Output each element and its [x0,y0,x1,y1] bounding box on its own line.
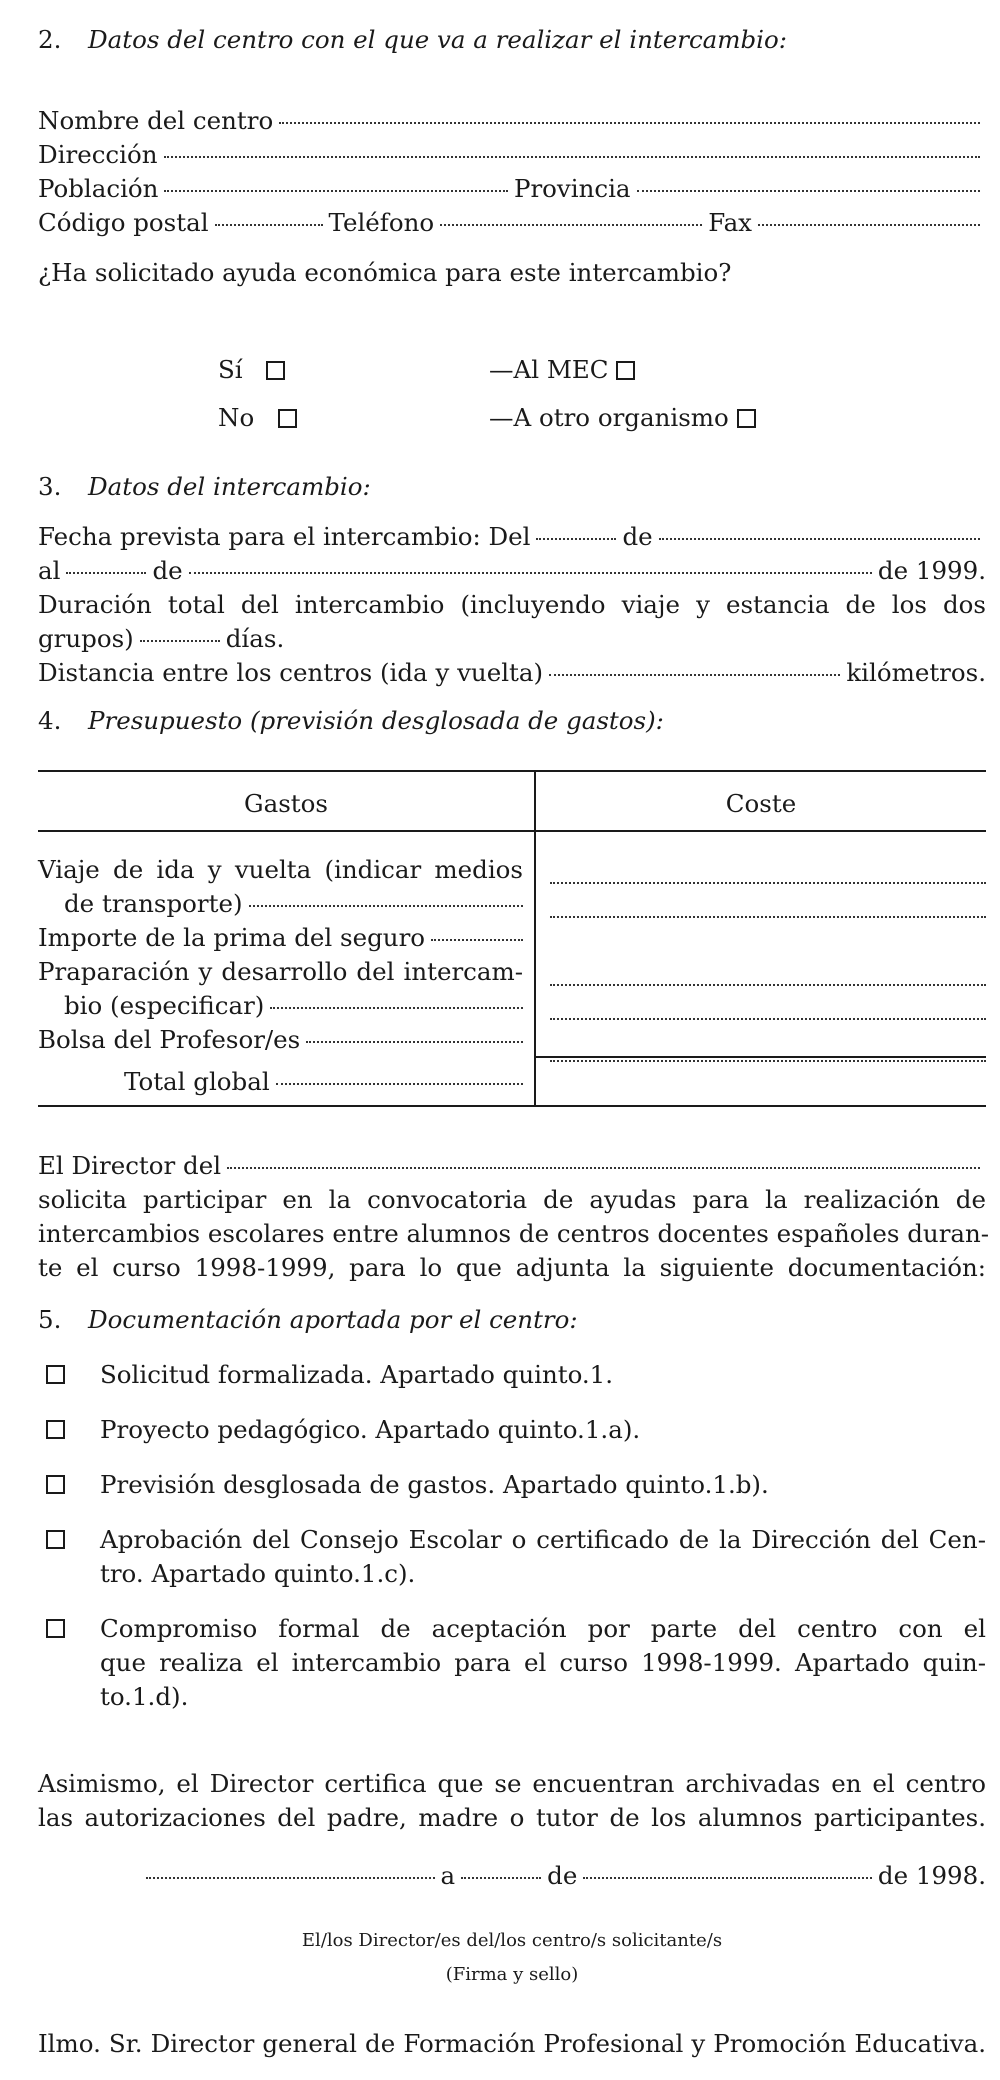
leader-dots [306,1041,523,1043]
field-label: de 1999. [877,556,986,585]
fill-line[interactable] [164,156,981,158]
field-label: días. [225,624,285,653]
addressee: Ilmo. Sr. Director general de Formación Profesional y Promoción Educativa. [38,2029,986,2058]
certification-line: Asimismo, el Director certifica que se encuentran archivadas en el centro [38,1769,986,1798]
coste-total-field[interactable] [550,1065,986,1067]
duracion-line: Duración total del intercambio (incluyendo viaje y estancia de los dos [38,590,986,619]
director-text-line: te el curso 1998-1999, para lo que adjunta la siguiente documentación: [38,1253,986,1282]
no-option[interactable] [218,401,297,435]
row-label: de transporte) [64,889,243,918]
nombre-centro-field[interactable] [38,104,986,138]
coste-seguro-field[interactable] [550,921,986,923]
coste-preparacion-field[interactable] [550,989,986,991]
director-text-line: intercambios escolares entre alumnos de centros docentes españoles duran- [38,1219,990,1248]
checkbox[interactable] [46,1365,65,1384]
fill-line[interactable] [583,1877,872,1879]
field-label: Distancia entre los centros (ida y vuelta) [38,658,544,687]
row-label: Bolsa del Profesor/es [38,1025,301,1054]
col-header-gastos: Gastos [244,789,328,818]
leader-dots [249,905,523,907]
section-2-heading [38,23,986,57]
doc-item-label: Compromiso formal de aceptación por parte del centro con el [100,1614,986,1643]
checkbox[interactable] [46,1619,65,1638]
row-label: bio (especificar) [64,991,265,1020]
fill-line[interactable] [66,572,146,574]
signer-caption: El/los Director/es del/los centro/s solicitante/s [301,1930,723,1951]
row-preparacion-line1: Praparación y desarrollo del intercam- [38,957,523,986]
table-bottom-rule [38,1105,986,1107]
section-number: 2. [38,25,62,54]
section-title: Documentación aportada por el centro: [88,1305,578,1334]
leader-dots [270,1007,523,1009]
field-label: de 1998. [877,1861,986,1890]
section-5-heading [38,1303,986,1337]
doc-item-label: Previsión desglosada de gastos. Apartado quinto.1.b). [100,1470,769,1499]
place-date-field[interactable] [146,1859,986,1893]
poblacion-provincia-field[interactable] [38,172,986,206]
checkbox[interactable] [737,409,756,428]
checkbox[interactable] [266,361,285,380]
section-title: Datos del centro con el que va a realizar el intercambio: [88,25,788,54]
mec-option[interactable] [489,353,635,387]
row-seguro [38,921,523,955]
field-label: a [440,1861,456,1890]
table-top-rule [38,770,986,772]
director-text-line: solicita participar en la convocatoria de ayudas para la realización de [38,1185,986,1214]
grupos-dias-field[interactable] [38,622,986,656]
section-title: Datos del intercambio: [88,472,371,501]
fill-line[interactable] [550,984,986,986]
doc-item-label: que realiza el intercambio para el curso 1998-1999. Apartado quin- [100,1648,986,1677]
section-number: 4. [38,706,62,735]
fecha-field[interactable] [38,520,986,554]
field-label: Provincia [513,174,631,203]
row-bolsa [38,1023,523,1057]
fill-line[interactable] [758,224,980,226]
row-preparacion-line2 [64,989,523,1023]
fill-line[interactable] [440,224,702,226]
fill-line[interactable] [550,882,986,884]
fill-line[interactable] [550,1060,986,1062]
checkbox[interactable] [278,409,297,428]
leader-dots [431,939,523,941]
doc-item-label: Solicitud formalizada. Apartado quinto.1. [100,1360,614,1389]
fill-line[interactable] [279,122,980,124]
section-3-heading [38,470,986,504]
section-number: 5. [38,1305,62,1334]
checkbox[interactable] [616,361,635,380]
fill-line[interactable] [549,674,840,676]
table-header-rule [38,830,986,832]
leader-dots [276,1083,523,1085]
doc-item-label: Aprobación del Consejo Escolar o certificado de la Dirección del Cen- [100,1525,986,1554]
signature-caption: (Firma y sello) [445,1964,579,1985]
coste-viaje-field[interactable] [550,887,986,889]
checkbox[interactable] [46,1420,65,1439]
checkbox[interactable] [46,1530,65,1549]
fill-line[interactable] [227,1167,980,1169]
option-label: —Al MEC [489,355,609,384]
fecha-al-field[interactable] [38,554,986,588]
otro-organismo-option[interactable] [489,401,756,435]
field-label: kilómetros. [846,658,986,687]
coste-bolsa-field[interactable] [550,1023,986,1025]
certification-line: las autorizaciones del padre, madre o tutor de los alumnos participantes. [38,1803,986,1832]
doc-item-label: to.1.d). [100,1682,189,1711]
field-label: Población [38,174,159,203]
field-label: de [547,1861,578,1890]
section-number: 3. [38,472,62,501]
fill-line[interactable] [536,538,616,540]
si-option[interactable] [218,353,285,387]
option-label: Sí [218,355,243,384]
form-page [38,0,990,2080]
option-label: —A otro organismo [489,403,729,432]
field-label: de [622,522,653,551]
fill-line[interactable] [215,224,323,226]
fill-line[interactable] [637,190,980,192]
section-title: Presupuesto (previsión desglosada de gastos): [88,706,664,735]
field-label: Fecha prevista para el intercambio: Del [38,522,531,551]
field-label: al [38,556,61,585]
doc-item-label: Proyecto pedagógico. Apartado quinto.1.a). [100,1415,641,1444]
fill-line[interactable] [140,640,220,642]
field-label: Fax [708,208,752,237]
row-label: Importe de la prima del seguro [38,923,426,952]
fill-line[interactable] [659,538,980,540]
field-label: grupos) [38,624,134,653]
row-label: Total global [124,1067,270,1096]
field-label: Teléfono [328,208,435,237]
fill-line[interactable] [550,916,986,918]
direccion-field[interactable] [38,138,986,172]
distancia-field[interactable] [38,656,986,690]
field-label: Nombre del centro [38,106,274,135]
fill-line[interactable] [146,1877,435,1879]
checkbox[interactable] [46,1475,65,1494]
option-label: No [218,403,255,432]
cp-telefono-fax-field[interactable] [38,206,986,240]
field-label: de [152,556,183,585]
field-label: Dirección [38,140,158,169]
field-label: El Director del [38,1151,222,1180]
ayuda-question: ¿Ha solicitado ayuda económica para este intercambio? [38,258,732,287]
fill-line[interactable] [550,1018,986,1020]
row-viaje-line2 [64,887,523,921]
fill-line[interactable] [164,190,507,192]
director-del-field[interactable] [38,1149,986,1183]
field-label: Código postal [38,208,209,237]
fill-line[interactable] [461,1877,541,1879]
fill-line[interactable] [189,572,872,574]
row-viaje-line1: Viaje de ida y vuelta (indicar medios [38,855,523,884]
total-separator-rule [535,1056,986,1058]
doc-item-label: tro. Apartado quinto.1.c). [100,1559,416,1588]
section-4-heading [38,704,986,738]
row-total [124,1065,523,1099]
col-header-coste: Coste [725,789,797,818]
